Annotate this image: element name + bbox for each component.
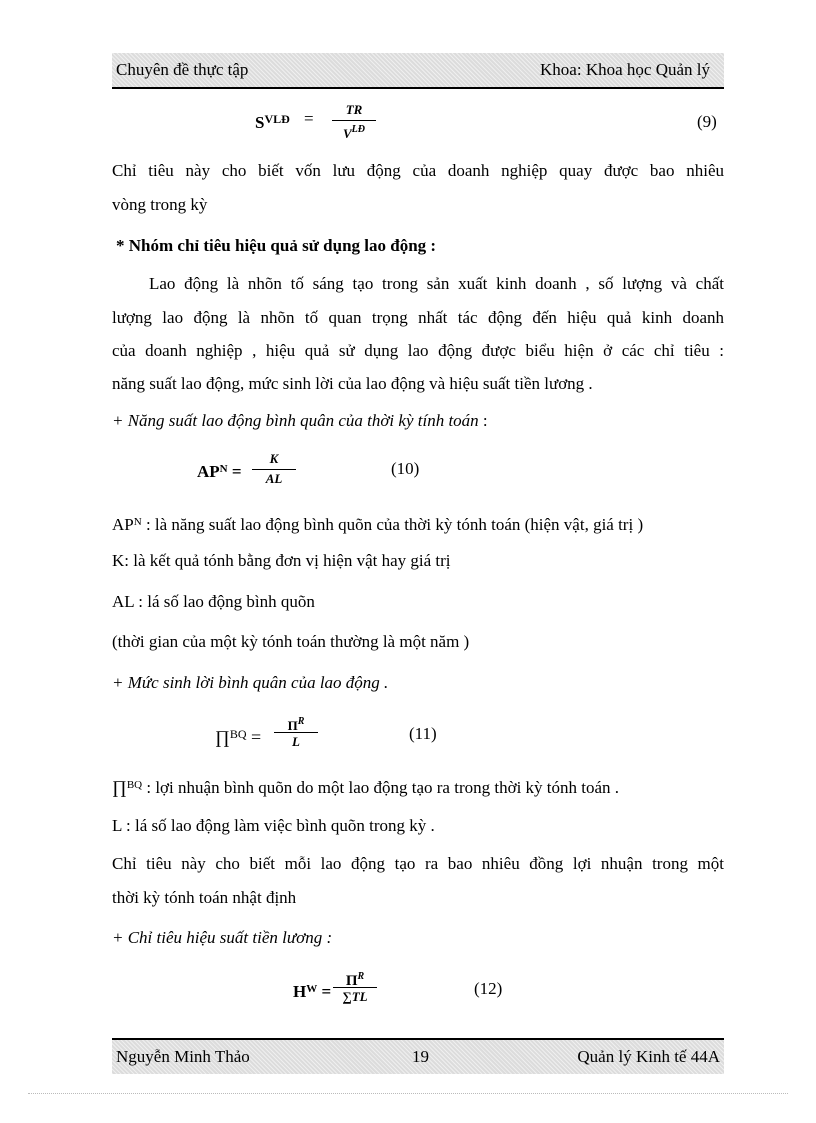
definition-k: K: là kết quả tónh bằng đơn vị hiện vật hay giá trị [112, 551, 451, 570]
paragraph-line: Chỉ tiêu này cho biết mỗi lao động tạo ra bao nhiêu đồng lợi nhuận trong một [112, 854, 724, 873]
formula-11-numerator: $\Pi^R$ [287, 716, 305, 733]
formula-9-numerator: TR [345, 102, 363, 117]
formula-11-denominator: L [292, 734, 300, 749]
formula-11-number: (11) [409, 724, 437, 743]
formula-9-equals: = [304, 109, 314, 128]
definition-al: AL : lá số lao động bình quõn [112, 592, 315, 611]
formula-9-number: (9) [697, 112, 717, 131]
paragraph-line: lượng lao động là nhõn tố quan trọng nhất tác động đến hiệu quả kinh doanh [112, 308, 724, 327]
paragraph-line: Lao động là nhõn tố sáng tạo trong sản xuất kinh doanh , số lượng và chất [149, 274, 724, 293]
page-number: 19 [412, 1047, 429, 1066]
fraction-bar [274, 732, 318, 733]
fraction-bar [333, 987, 377, 988]
page-footer [112, 1038, 724, 1074]
formula-10-number: (10) [391, 459, 420, 478]
footer-class: Quản lý Kinh tế 44A [577, 1047, 720, 1066]
formula-12-numerator: $\Pi^R$ [345, 971, 365, 989]
formula-12-number: (12) [474, 979, 503, 998]
paragraph-line: năng suất lao động, mức sinh lời của lao động và hiệu suất tiền lương . [112, 374, 593, 393]
formula-10-denominator: AL [265, 471, 283, 486]
item-productivity: + Năng suất lao động bình quân của thời kỳ tính toán : [112, 411, 488, 430]
formula-12-denominator: ∑TL [342, 989, 368, 1004]
definition-ap: $AP^N$ : là năng suất lao động bình quõn của thời kỳ tónh toán (hiện vật, giá trị ) [112, 515, 644, 534]
definition-pi: ∏$^{BQ}$ : lợi nhuận bình quõn do một lao động tạo ra trong thời kỳ tónh toán . [112, 777, 620, 797]
formula-9-denominator: $V^{LĐ}$ [342, 124, 365, 141]
section-heading: * Nhóm chỉ tiêu hiệu quả sử dụng lao động : [116, 236, 437, 255]
page-bottom-divider [28, 1093, 788, 1094]
fraction-bar [252, 469, 296, 470]
paragraph-line: vòng trong kỳ [112, 195, 208, 214]
footer-author: Nguyễn Minh Thảo [116, 1047, 250, 1066]
page-header [112, 53, 724, 89]
paragraph-line: của doanh nghiệp , hiệu quả sử dụng lao động được biểu hiện ở các chỉ tiêu : [112, 341, 724, 360]
formula-11-lhs: ∏$^{BQ}$ = [215, 727, 262, 747]
paragraph-line: Chỉ tiêu này cho biết vốn lưu động của doanh nghiệp quay được bao nhiêu [112, 161, 724, 180]
formula-9-lhs: $S^{VLĐ}$ [255, 112, 290, 132]
item-wage: + Chỉ tiêu hiệu suất tiền lương : [112, 928, 333, 947]
paragraph-line: thời kỳ tónh toán nhật định [112, 888, 297, 907]
formula-10-lhs: $AP^N$ = [197, 462, 242, 481]
formula-12-lhs: $H^W$ = [293, 982, 332, 1001]
formula-10-numerator: K [269, 451, 279, 466]
definition-l: L : lá số lao động làm việc bình quõn trong kỳ . [112, 816, 435, 835]
item-profit: + Mức sinh lời bình quân của lao động . [112, 673, 389, 692]
header-right: Khoa: Khoa học Quản lý [540, 60, 710, 79]
fraction-bar [332, 120, 376, 121]
definition-note: (thời gian của một kỳ tónh toán thường là một năm ) [112, 632, 470, 651]
header-left: Chuyên đề thực tập [116, 60, 249, 79]
